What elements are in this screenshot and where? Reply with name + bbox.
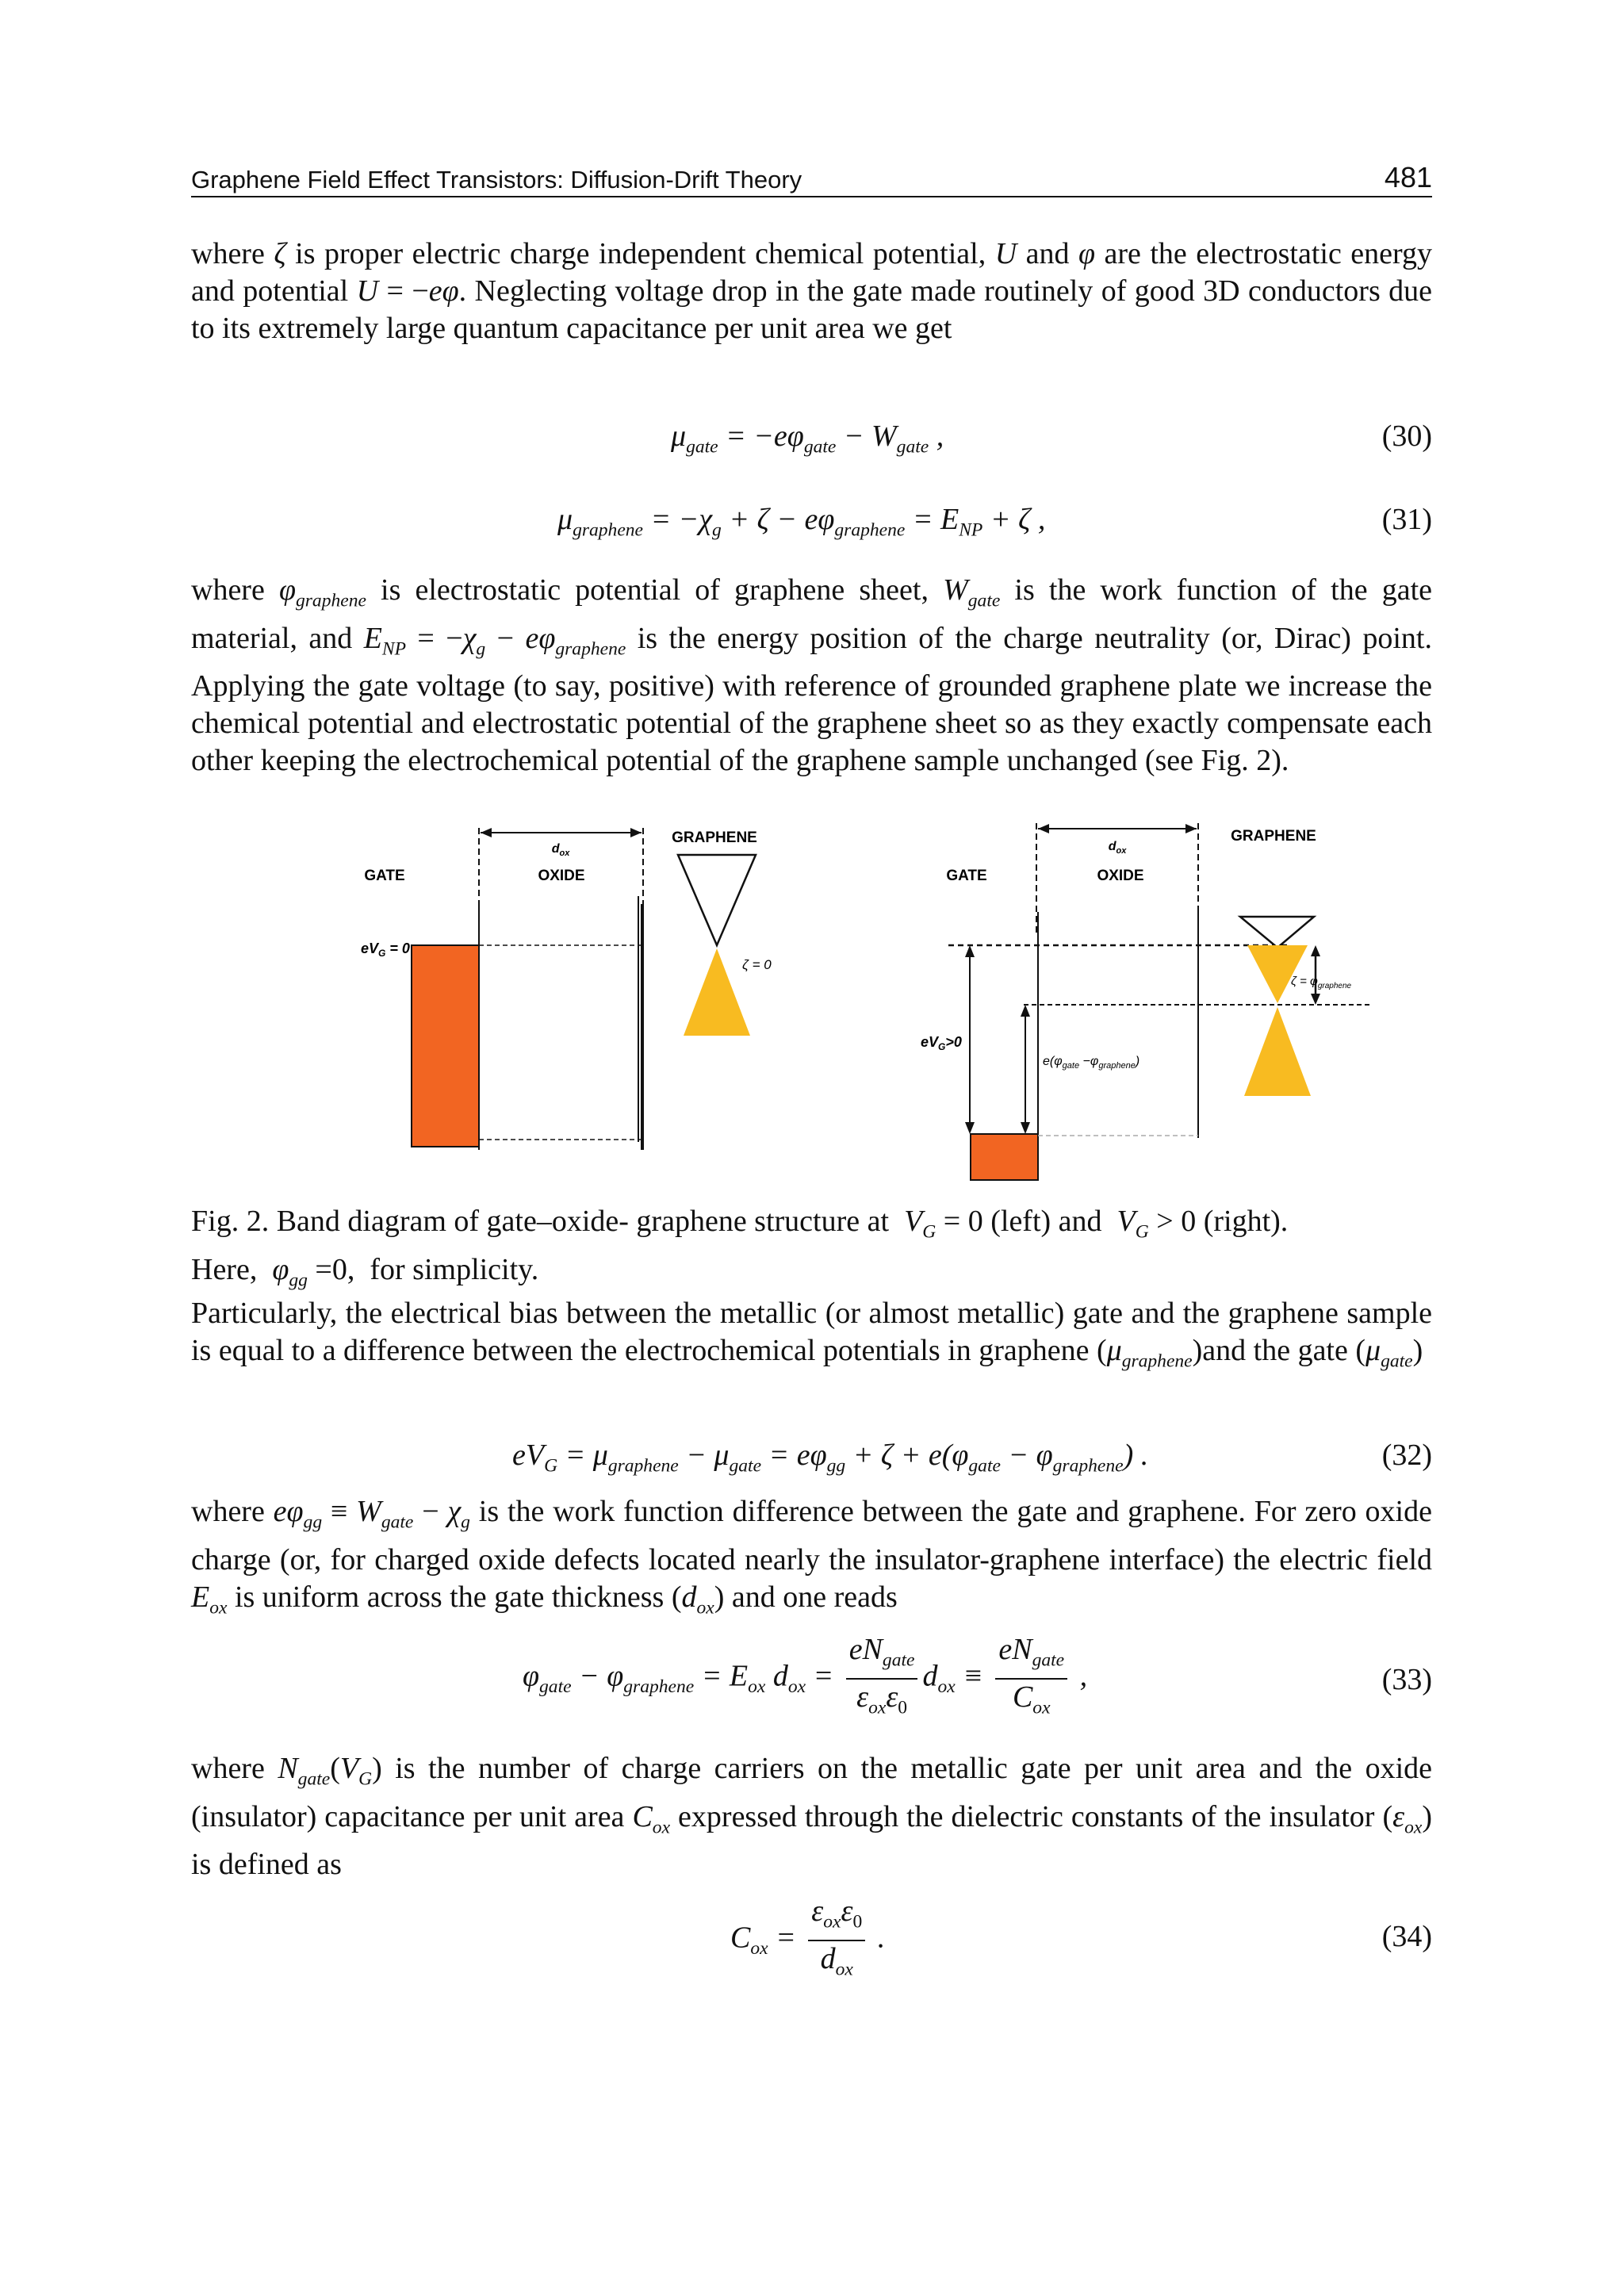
- right-phi-diff-label: $e(\varphi_{gate} -\varphi_{graphene})$: [1043, 1055, 1140, 1071]
- right-oxide-label: OXIDE: [1097, 868, 1144, 884]
- left-dox-label: $d_{ox}$: [551, 842, 570, 858]
- figure-caption: Fig. 2. Band diagram of gate–oxide- graphene structure at $V_G = 0$ (left) and $V_G > 0$ (right). Here, $\varphi_{gg} =0$, for simplicity.: [191, 1205, 1289, 1291]
- equation-number: (33): [1381, 1663, 1432, 1696]
- right-dox-label: $d_{ox}$: [1108, 840, 1127, 856]
- left-dirac-cone-upper: [678, 855, 756, 945]
- right-zeta-label: $\zeta = \varphi_{graphene}$: [1291, 975, 1352, 990]
- equation-34: $C_{ox}$ = $\frac{\varepsilon_{ox}\varepsilon_0}{d_{ox}}$ . (34): [730, 1894, 1432, 1980]
- running-title: Graphene Field Effect Transistors: Diffusion-Drift Theory: [191, 166, 802, 193]
- left-panel: [361, 828, 772, 1150]
- left-dirac-cone-lower: [684, 948, 750, 1036]
- left-zeta-label: ζ = 0: [742, 957, 772, 972]
- equation-31: $\mu_{graphene} = -\chi_g + \zeta - e\varphi_{graphene} = E_{NP} + \zeta$ , (31): [557, 503, 1432, 541]
- page-number: 481: [1384, 161, 1432, 193]
- paragraph-1: where ζ is proper electric charge independent chemical potential, U and φ are the electrostatic energy and potential U = −eφ. Neglecting voltage drop in the gate made routinely of good 3D conductors due to its extremely large quantum capacitance per unit area we get: [191, 237, 1432, 345]
- left-oxide-label: OXIDE: [538, 868, 585, 884]
- right-gate-label: GATE: [946, 868, 987, 884]
- right-gate-block: [971, 1134, 1038, 1180]
- running-header: [191, 163, 1432, 197]
- right-dirac-cone-lower: [1244, 1007, 1311, 1096]
- right-dirac-cone-upper: [1240, 917, 1314, 948]
- header-rule: [191, 196, 1432, 197]
- left-graphene-label: GRAPHENE: [672, 829, 757, 846]
- equation-number: (34): [1381, 1920, 1432, 1953]
- equation-30: $\mu_{gate} = -e\varphi_{gate} - W_{gate}$ , (30): [671, 420, 1432, 458]
- paragraph-5: where $N_{gate}(V_G)$ is the number of charge carriers on the metallic gate per unit area and the oxide (insulator) capacitance per unit area $C_{ox}$ expressed through the dielectric constants of the insulator $(\varepsilon_{ox})$ is defined as: [191, 1752, 1432, 1882]
- equation-number: (32): [1381, 1439, 1432, 1472]
- equation-number: (30): [1381, 420, 1432, 453]
- left-ev-label: $eV_G = 0$: [361, 941, 410, 959]
- left-gate-label: GATE: [364, 868, 405, 884]
- paragraph-2: where $\varphi_{graphene}$ is electrostatic potential of graphene sheet, $W_{gate}$ is the work function of the gate material, and $E_{NP} = -\chi_g - e\varphi_{graphene}$ is the energy position of the charge neutrality (or, Dirac) point. Applying the gate voltage (to say, positive) with reference of grounded graphene plate we increase the chemical potential and electrostatic potential of the graphene sheet so as they exactly compensate each other keeping the electrochemical potential of the graphene sample unchanged (see Fig. 2).: [191, 573, 1432, 778]
- left-gate-block: [412, 945, 479, 1147]
- equation-number: (31): [1381, 503, 1432, 536]
- paragraph-3: Particularly, the electrical bias between the metallic (or almost metallic) gate and the graphene sample is equal to a difference between the electrochemical potentials in graphene $(\mu_{graphene})and$ the gate $(\mu_{gate})$: [191, 1297, 1432, 1372]
- paragraph-4: where $e\varphi_{gg} \equiv W_{gate} - \chi_g$ is the work function difference between the gate and graphene. For zero oxide charge (or, for charged oxide defects located nearly the insulator-graphene interface) the electric field $E_{ox}$ is uniform across the gate thickness $(d_{ox})$ and one reads: [191, 1495, 1432, 1619]
- equation-33: $\varphi_{gate} - \varphi_{graphene} = E_{ox}$ $d_{ox}$ = $\frac{eN_{gate}}{\varepsilon_{ox}\varepsilon_0}$ $d_{ox}$ ≡ $\frac{eN_{gate}}{C_{ox}}$ , (33): [523, 1633, 1432, 1718]
- equation-32: $eV_G = \mu_{graphene} - \mu_{gate} = e\varphi_{gg} + \zeta + e(\varphi_{gate} - \varphi_{graphene})$ . (32): [512, 1439, 1432, 1477]
- right-graphene-label: GRAPHENE: [1231, 828, 1316, 845]
- right-ev-label: $eV_G>0$: [921, 1034, 962, 1052]
- right-panel: [921, 823, 1373, 1180]
- figure-2-band-diagram: [191, 817, 1432, 1193]
